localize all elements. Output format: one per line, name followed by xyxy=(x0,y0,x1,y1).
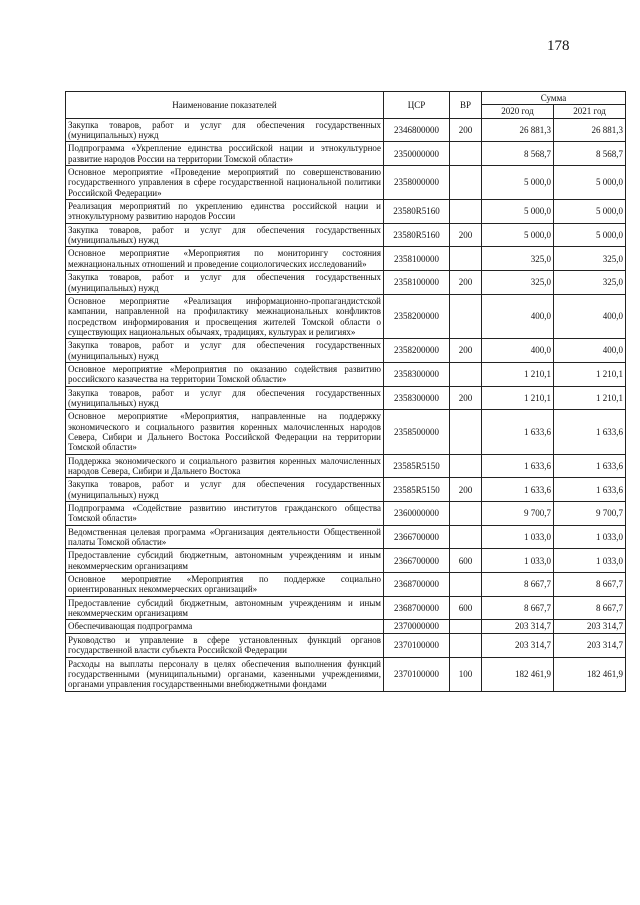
cell-csr: 2370000000 xyxy=(384,620,450,633)
table-row xyxy=(66,166,626,200)
cell-amount-2021: 182 461,9 xyxy=(554,657,626,691)
cell-name: Основное мероприятие «Реализация информационно-пропагандистской кампании, направленной на профилактику межнациональных конфликтов посредством информирования и просвещения жителей Томской области о существующих национальных обычаях, традициях, культурах и религиях» xyxy=(66,294,384,338)
cell-amount-2020: 1 633,6 xyxy=(482,454,554,478)
cell-amount-2021: 1 033,0 xyxy=(554,525,626,549)
cell-amount-2020: 8 667,7 xyxy=(482,596,554,620)
header-vr: ВР xyxy=(450,92,482,119)
cell-vr: 200 xyxy=(450,223,482,247)
header-sum: Сумма xyxy=(482,92,626,105)
cell-amount-2021: 1 033,0 xyxy=(554,549,626,573)
cell-csr: 2358100000 xyxy=(384,271,450,295)
cell-vr: 200 xyxy=(450,339,482,363)
budget-table xyxy=(65,91,626,692)
table-row xyxy=(66,454,626,478)
cell-vr xyxy=(450,247,482,271)
table-row xyxy=(66,339,626,363)
cell-name: Расходы на выплаты персоналу в целях обеспечения выполнения функций государственными (муниципальными) органами, казенными учреждениями, органами управления государственными внебюджетными фондами xyxy=(66,657,384,691)
cell-vr: 200 xyxy=(450,386,482,410)
cell-csr: 23585R5150 xyxy=(384,478,450,502)
cell-vr: 600 xyxy=(450,549,482,573)
cell-name: Закупка товаров, работ и услуг для обеспечения государственных (муниципальных) нужд xyxy=(66,223,384,247)
cell-name: Ведомственная целевая программа «Организация деятельности Общественной палаты Томской области» xyxy=(66,525,384,549)
cell-name: Закупка товаров, работ и услуг для обеспечения государственных (муниципальных) нужд xyxy=(66,271,384,295)
cell-amount-2020: 203 314,7 xyxy=(482,620,554,633)
cell-amount-2021: 8 568,7 xyxy=(554,142,626,166)
cell-amount-2020: 325,0 xyxy=(482,247,554,271)
cell-name: Закупка товаров, работ и услуг для обеспечения государственных (муниципальных) нужд xyxy=(66,118,384,142)
cell-amount-2020: 400,0 xyxy=(482,294,554,338)
cell-csr: 2358200000 xyxy=(384,339,450,363)
table-row xyxy=(66,596,626,620)
table-body xyxy=(66,118,626,691)
cell-csr: 2358100000 xyxy=(384,247,450,271)
cell-vr xyxy=(450,454,482,478)
table-row xyxy=(66,633,626,657)
cell-amount-2021: 1 210,1 xyxy=(554,362,626,386)
cell-amount-2020: 8 568,7 xyxy=(482,142,554,166)
cell-amount-2020: 5 000,0 xyxy=(482,223,554,247)
cell-amount-2021: 8 667,7 xyxy=(554,573,626,597)
table-row xyxy=(66,362,626,386)
cell-csr: 2358300000 xyxy=(384,362,450,386)
table-row xyxy=(66,223,626,247)
cell-csr: 2360000000 xyxy=(384,502,450,526)
cell-csr: 2358200000 xyxy=(384,294,450,338)
cell-name: Основное мероприятие «Проведение мероприятий по совершенствованию государственного управления в сфере государственной национальной политики Российской Федерации» xyxy=(66,166,384,200)
header-name: Наименование показателей xyxy=(66,92,384,119)
table-row xyxy=(66,549,626,573)
table-row xyxy=(66,200,626,224)
cell-amount-2021: 9 700,7 xyxy=(554,502,626,526)
cell-amount-2021: 5 000,0 xyxy=(554,166,626,200)
cell-amount-2020: 9 700,7 xyxy=(482,502,554,526)
cell-csr: 2358500000 xyxy=(384,410,450,454)
cell-vr xyxy=(450,573,482,597)
table-row xyxy=(66,410,626,454)
cell-vr: 200 xyxy=(450,118,482,142)
cell-amount-2021: 400,0 xyxy=(554,339,626,363)
cell-vr xyxy=(450,620,482,633)
cell-amount-2020: 1 633,6 xyxy=(482,410,554,454)
cell-amount-2020: 1 633,6 xyxy=(482,478,554,502)
cell-vr xyxy=(450,410,482,454)
cell-name: Предоставление субсидий бюджетным, автономным учреждениям и иным некоммерческим организациям xyxy=(66,596,384,620)
cell-amount-2021: 203 314,7 xyxy=(554,633,626,657)
cell-amount-2020: 26 881,3 xyxy=(482,118,554,142)
cell-name: Реализация мероприятий по укреплению единства российской нации и этнокультурному развитию народов России xyxy=(66,200,384,224)
cell-name: Основное мероприятие «Мероприятия по мониторингу состояния межнациональных отношений и проведение социологических исследований» xyxy=(66,247,384,271)
cell-vr xyxy=(450,633,482,657)
cell-amount-2021: 1 633,6 xyxy=(554,454,626,478)
table-row xyxy=(66,478,626,502)
cell-amount-2020: 182 461,9 xyxy=(482,657,554,691)
cell-csr: 2358000000 xyxy=(384,166,450,200)
cell-vr: 100 xyxy=(450,657,482,691)
table-row xyxy=(66,573,626,597)
cell-amount-2020: 1 033,0 xyxy=(482,549,554,573)
cell-name: Предоставление субсидий бюджетным, автономным учреждениям и иным некоммерческим организациям xyxy=(66,549,384,573)
cell-csr: 23580R5160 xyxy=(384,200,450,224)
cell-csr: 23585R5150 xyxy=(384,454,450,478)
table-row xyxy=(66,620,626,633)
header-csr: ЦСР xyxy=(384,92,450,119)
cell-name: Закупка товаров, работ и услуг для обеспечения государственных (муниципальных) нужд xyxy=(66,478,384,502)
cell-csr: 2358300000 xyxy=(384,386,450,410)
cell-name: Подпрограмма «Укрепление единства российской нации и этнокультурное развитие народов России на территории Томской области» xyxy=(66,142,384,166)
cell-amount-2021: 1 210,1 xyxy=(554,386,626,410)
cell-vr xyxy=(450,362,482,386)
cell-name: Основное мероприятие «Мероприятия по оказанию содействия развитию российского казачества на территории Томской области» xyxy=(66,362,384,386)
cell-amount-2020: 5 000,0 xyxy=(482,200,554,224)
cell-name: Закупка товаров, работ и услуг для обеспечения государственных (муниципальных) нужд xyxy=(66,339,384,363)
cell-amount-2020: 5 000,0 xyxy=(482,166,554,200)
cell-amount-2020: 1 210,1 xyxy=(482,386,554,410)
table-row xyxy=(66,502,626,526)
cell-amount-2021: 203 314,7 xyxy=(554,620,626,633)
cell-vr xyxy=(450,294,482,338)
cell-amount-2021: 325,0 xyxy=(554,271,626,295)
cell-name: Руководство и управление в сфере установленных функций органов государственной власти субъекта Российской Федерации xyxy=(66,633,384,657)
cell-csr: 2350000000 xyxy=(384,142,450,166)
cell-amount-2021: 5 000,0 xyxy=(554,223,626,247)
table-header xyxy=(66,92,626,119)
cell-amount-2020: 325,0 xyxy=(482,271,554,295)
cell-amount-2020: 400,0 xyxy=(482,339,554,363)
cell-csr: 2366700000 xyxy=(384,525,450,549)
cell-vr: 600 xyxy=(450,596,482,620)
cell-csr: 2366700000 xyxy=(384,549,450,573)
cell-amount-2020: 1 210,1 xyxy=(482,362,554,386)
cell-amount-2021: 325,0 xyxy=(554,247,626,271)
table-row xyxy=(66,294,626,338)
cell-amount-2020: 1 033,0 xyxy=(482,525,554,549)
table-row xyxy=(66,386,626,410)
cell-amount-2020: 8 667,7 xyxy=(482,573,554,597)
cell-vr xyxy=(450,200,482,224)
cell-vr xyxy=(450,166,482,200)
cell-amount-2020: 203 314,7 xyxy=(482,633,554,657)
table-row xyxy=(66,657,626,691)
cell-name: Обеспечивающая подпрограмма xyxy=(66,620,384,633)
table-row xyxy=(66,525,626,549)
cell-amount-2021: 1 633,6 xyxy=(554,410,626,454)
cell-amount-2021: 1 633,6 xyxy=(554,478,626,502)
page-number: 178 xyxy=(547,38,570,54)
cell-name: Закупка товаров, работ и услуг для обеспечения государственных (муниципальных) нужд xyxy=(66,386,384,410)
header-year-2021: 2021 год xyxy=(554,105,626,118)
cell-name: Основное мероприятие «Мероприятия, направленные на поддержку экономического и социального развития коренных малочисленных народов Севера, Сибири и Дальнего Востока Российской Федерации на территории Томской области» xyxy=(66,410,384,454)
cell-csr: 2370100000 xyxy=(384,633,450,657)
cell-csr: 23580R5160 xyxy=(384,223,450,247)
cell-csr: 2368700000 xyxy=(384,596,450,620)
cell-name: Основное мероприятие «Мероприятия по поддержке социально ориентированных некоммерческих организаций» xyxy=(66,573,384,597)
cell-vr xyxy=(450,502,482,526)
cell-amount-2021: 400,0 xyxy=(554,294,626,338)
table-row xyxy=(66,142,626,166)
cell-vr xyxy=(450,525,482,549)
cell-amount-2021: 5 000,0 xyxy=(554,200,626,224)
cell-amount-2021: 8 667,7 xyxy=(554,596,626,620)
cell-name: Поддержка экономического и социального развития коренных малочисленных народов Севера, Сибири и Дальнего Востока xyxy=(66,454,384,478)
cell-name: Подпрограмма «Содействие развитию институтов гражданского общества Томской области» xyxy=(66,502,384,526)
cell-vr xyxy=(450,142,482,166)
cell-vr: 200 xyxy=(450,271,482,295)
table-row xyxy=(66,271,626,295)
cell-csr: 2368700000 xyxy=(384,573,450,597)
cell-amount-2021: 26 881,3 xyxy=(554,118,626,142)
header-year-2020: 2020 год xyxy=(482,105,554,118)
cell-csr: 2370100000 xyxy=(384,657,450,691)
cell-csr: 2346800000 xyxy=(384,118,450,142)
table-row xyxy=(66,247,626,271)
table-row xyxy=(66,118,626,142)
cell-vr: 200 xyxy=(450,478,482,502)
